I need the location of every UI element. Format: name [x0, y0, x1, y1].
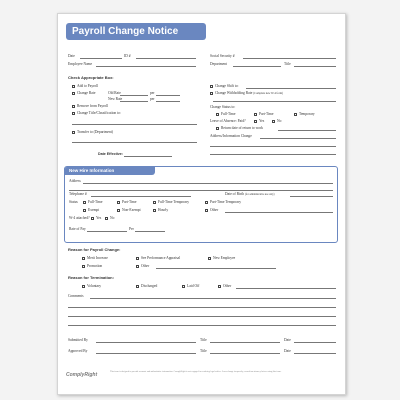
nh-hourly[interactable]: Hourly: [153, 208, 168, 212]
form-title: Payroll Change Notice: [66, 23, 206, 40]
nh-full-time-temp[interactable]: Full-Time Temporary: [153, 200, 189, 204]
transfer-line[interactable]: [72, 142, 197, 143]
nh-hourly-checkbox[interactable]: [153, 209, 156, 212]
return-date-line[interactable]: [278, 130, 336, 131]
new-per-line[interactable]: [156, 101, 180, 102]
status-temporary[interactable]: Temporary: [294, 112, 315, 116]
remove-checkbox[interactable]: [72, 105, 75, 108]
performance-option[interactable]: See Performance Appraisal: [136, 256, 180, 260]
comments-label: Comments: [68, 294, 84, 298]
w4-yes-checkbox[interactable]: [91, 217, 94, 220]
approved-by-label: Approved By: [68, 349, 88, 353]
nh-non-exempt[interactable]: Non-Exempt: [117, 208, 141, 212]
nh-part-time[interactable]: Part-Time: [117, 200, 136, 204]
nh-other-line[interactable]: [225, 212, 333, 213]
add-checkbox[interactable]: [72, 85, 75, 88]
voluntary-checkbox[interactable]: [82, 285, 85, 288]
performance-checkbox[interactable]: [136, 257, 139, 260]
employee-name-label: Employee Name: [68, 62, 93, 66]
old-per-line[interactable]: [156, 95, 180, 96]
address-change-line-3[interactable]: [210, 154, 336, 155]
telephone-label: Telephone #: [69, 192, 87, 196]
change-withholding-option[interactable]: Change Withholding Rate (Complete new W-4 form): [210, 91, 283, 96]
status-part-time[interactable]: Part-Time: [254, 112, 273, 116]
change-title-line[interactable]: [72, 124, 197, 125]
change-other-checkbox[interactable]: [136, 265, 139, 268]
date-effective-line[interactable]: [124, 156, 172, 157]
approved-date-line[interactable]: [294, 353, 336, 354]
id-line[interactable]: [136, 58, 196, 59]
return-date-checkbox[interactable]: [216, 127, 219, 130]
approved-title-line[interactable]: [210, 353, 280, 354]
leave-yes[interactable]: Yes: [254, 119, 264, 123]
rate-of-pay-label: Rate of Pay: [69, 227, 86, 231]
title-label: Title: [284, 62, 291, 66]
department-label: Department: [210, 62, 227, 66]
social-line[interactable]: [243, 58, 336, 59]
w4-yes[interactable]: Yes: [91, 216, 101, 220]
voluntary-option[interactable]: Voluntary: [82, 284, 101, 288]
address-label: Address: [69, 179, 81, 183]
status-part-time-checkbox[interactable]: [254, 113, 257, 116]
reason-termination-heading: Reason for Termination:: [68, 275, 114, 280]
date-effective-label: Date Effective:: [98, 152, 123, 156]
date-label: Date: [68, 54, 75, 58]
change-title-option[interactable]: Change Title/Classification to:: [72, 111, 121, 115]
nh-full-time[interactable]: Full-Time: [83, 200, 102, 204]
add-option[interactable]: Add to Payroll: [72, 84, 98, 88]
remove-option[interactable]: Remove from Payroll: [72, 104, 108, 108]
change-other-option[interactable]: Other: [136, 264, 149, 268]
leave-no-checkbox[interactable]: [272, 120, 275, 123]
new-employee-checkbox[interactable]: [208, 257, 211, 260]
address-change-line-2[interactable]: [210, 146, 336, 147]
return-date-option[interactable]: Return date of return to work: [216, 126, 263, 130]
submitted-title-line[interactable]: [210, 342, 280, 343]
nh-part-time-temp[interactable]: Part-Time Temporary: [205, 200, 241, 204]
nh-non-exempt-checkbox[interactable]: [117, 209, 120, 212]
address-change-line[interactable]: [260, 138, 336, 139]
telephone-line[interactable]: [91, 196, 191, 197]
discharged-option[interactable]: Discharged: [136, 284, 157, 288]
discharged-checkbox[interactable]: [136, 285, 139, 288]
laid-off-option[interactable]: Laid Off: [182, 284, 199, 288]
dob-label: Date of Birth (for administrative use only): [225, 192, 275, 196]
change-shift-option[interactable]: Change Shift to:: [210, 84, 239, 88]
new-rate-label: New Rate: [108, 97, 123, 101]
social-label: Social Security #: [210, 54, 235, 58]
payroll-change-form: [57, 13, 346, 395]
reason-change-heading: Reason for Payroll Change:: [68, 247, 121, 252]
comments-line-4[interactable]: [68, 325, 336, 326]
nh-exempt-checkbox[interactable]: [83, 209, 86, 212]
fine-print: This form is designed to provide accurate and authoritative information. ComplyRight is not engaged in rendering legal advice. Laws change frequently; consult an attorney before using this form.: [110, 371, 282, 373]
department-line[interactable]: [233, 66, 281, 67]
nh-full-time-temp-checkbox[interactable]: [153, 201, 156, 204]
w4-no[interactable]: No: [105, 216, 114, 220]
old-rate-per: per: [150, 91, 155, 95]
transfer-option[interactable]: Transfer to (Department): [72, 130, 113, 134]
change-title-checkbox[interactable]: [72, 112, 75, 115]
change-other-line[interactable]: [156, 268, 276, 269]
old-rate-label: Old Rate: [108, 91, 121, 95]
nh-per-label: Per: [129, 227, 134, 231]
promotion-option[interactable]: Promotion: [82, 264, 102, 268]
nh-full-time-checkbox[interactable]: [83, 201, 86, 204]
address-line[interactable]: [83, 183, 333, 184]
new-employee-option[interactable]: New Employee: [208, 256, 235, 260]
new-rate-line[interactable]: [120, 101, 148, 102]
nh-other-checkbox[interactable]: [205, 209, 208, 212]
complyright-logo: ComplyRight: [66, 372, 98, 378]
nh-part-time-checkbox[interactable]: [117, 201, 120, 204]
change-shift-checkbox[interactable]: [210, 85, 213, 88]
dob-line[interactable]: [290, 196, 333, 197]
w4-label: W-4 attached?: [69, 216, 90, 220]
new-hire-heading: New Hire Information: [65, 167, 155, 175]
address-change-label: Address/Information Change: [210, 134, 252, 138]
w4-no-checkbox[interactable]: [105, 217, 108, 220]
comments-line-3[interactable]: [68, 316, 336, 317]
change-rate-option[interactable]: Change Rate: [72, 91, 95, 95]
termination-other-line[interactable]: [236, 288, 336, 289]
submitted-date-line[interactable]: [294, 342, 336, 343]
nh-per-line[interactable]: [135, 231, 165, 232]
comments-line-1[interactable]: [90, 298, 336, 299]
submitted-by-line[interactable]: [96, 342, 196, 343]
address-line-2[interactable]: [69, 190, 333, 191]
approved-title-label: Title: [200, 349, 207, 353]
new-hire-section: [64, 166, 338, 243]
rate-of-pay-line[interactable]: [87, 231, 127, 232]
status-temporary-checkbox[interactable]: [294, 113, 297, 116]
title-line[interactable]: [294, 66, 336, 67]
nh-other[interactable]: Other: [205, 208, 218, 212]
nh-part-time-temp-checkbox[interactable]: [205, 201, 208, 204]
transfer-checkbox[interactable]: [72, 131, 75, 134]
merit-checkbox[interactable]: [82, 257, 85, 260]
id-label: ID #: [124, 54, 131, 58]
change-withholding-checkbox[interactable]: [210, 92, 213, 95]
date-line[interactable]: [80, 58, 122, 59]
status-full-time[interactable]: Full-Time: [216, 112, 235, 116]
change-status-label: Change Status to:: [210, 105, 236, 109]
change-rate-checkbox[interactable]: [72, 92, 75, 95]
submitted-title-label: Title: [200, 338, 207, 342]
promotion-checkbox[interactable]: [82, 265, 85, 268]
submitted-by-label: Submitted By: [68, 338, 88, 342]
comments-line-2[interactable]: [68, 307, 336, 308]
leave-no[interactable]: No: [272, 119, 281, 123]
old-rate-line[interactable]: [120, 95, 148, 96]
status-label: Status: [69, 200, 78, 204]
approved-by-line[interactable]: [96, 353, 196, 354]
change-shift-line[interactable]: [246, 88, 336, 89]
status-full-time-checkbox[interactable]: [216, 113, 219, 116]
check-box-heading: Check Appropriate Box:: [68, 75, 114, 80]
merit-option[interactable]: Merit Increase: [82, 256, 108, 260]
leave-absence-label: Leave of Absence: Paid?: [210, 119, 246, 123]
employee-name-line[interactable]: [96, 66, 196, 67]
termination-other-checkbox[interactable]: [218, 285, 221, 288]
submitted-date-label: Date: [284, 338, 291, 342]
laid-off-checkbox[interactable]: [182, 285, 185, 288]
leave-yes-checkbox[interactable]: [254, 120, 257, 123]
approved-date-label: Date: [284, 349, 291, 353]
new-rate-per: per: [150, 97, 155, 101]
termination-other-option[interactable]: Other: [218, 284, 231, 288]
nh-exempt[interactable]: Exempt: [83, 208, 99, 212]
withholding-line[interactable]: [213, 101, 336, 102]
